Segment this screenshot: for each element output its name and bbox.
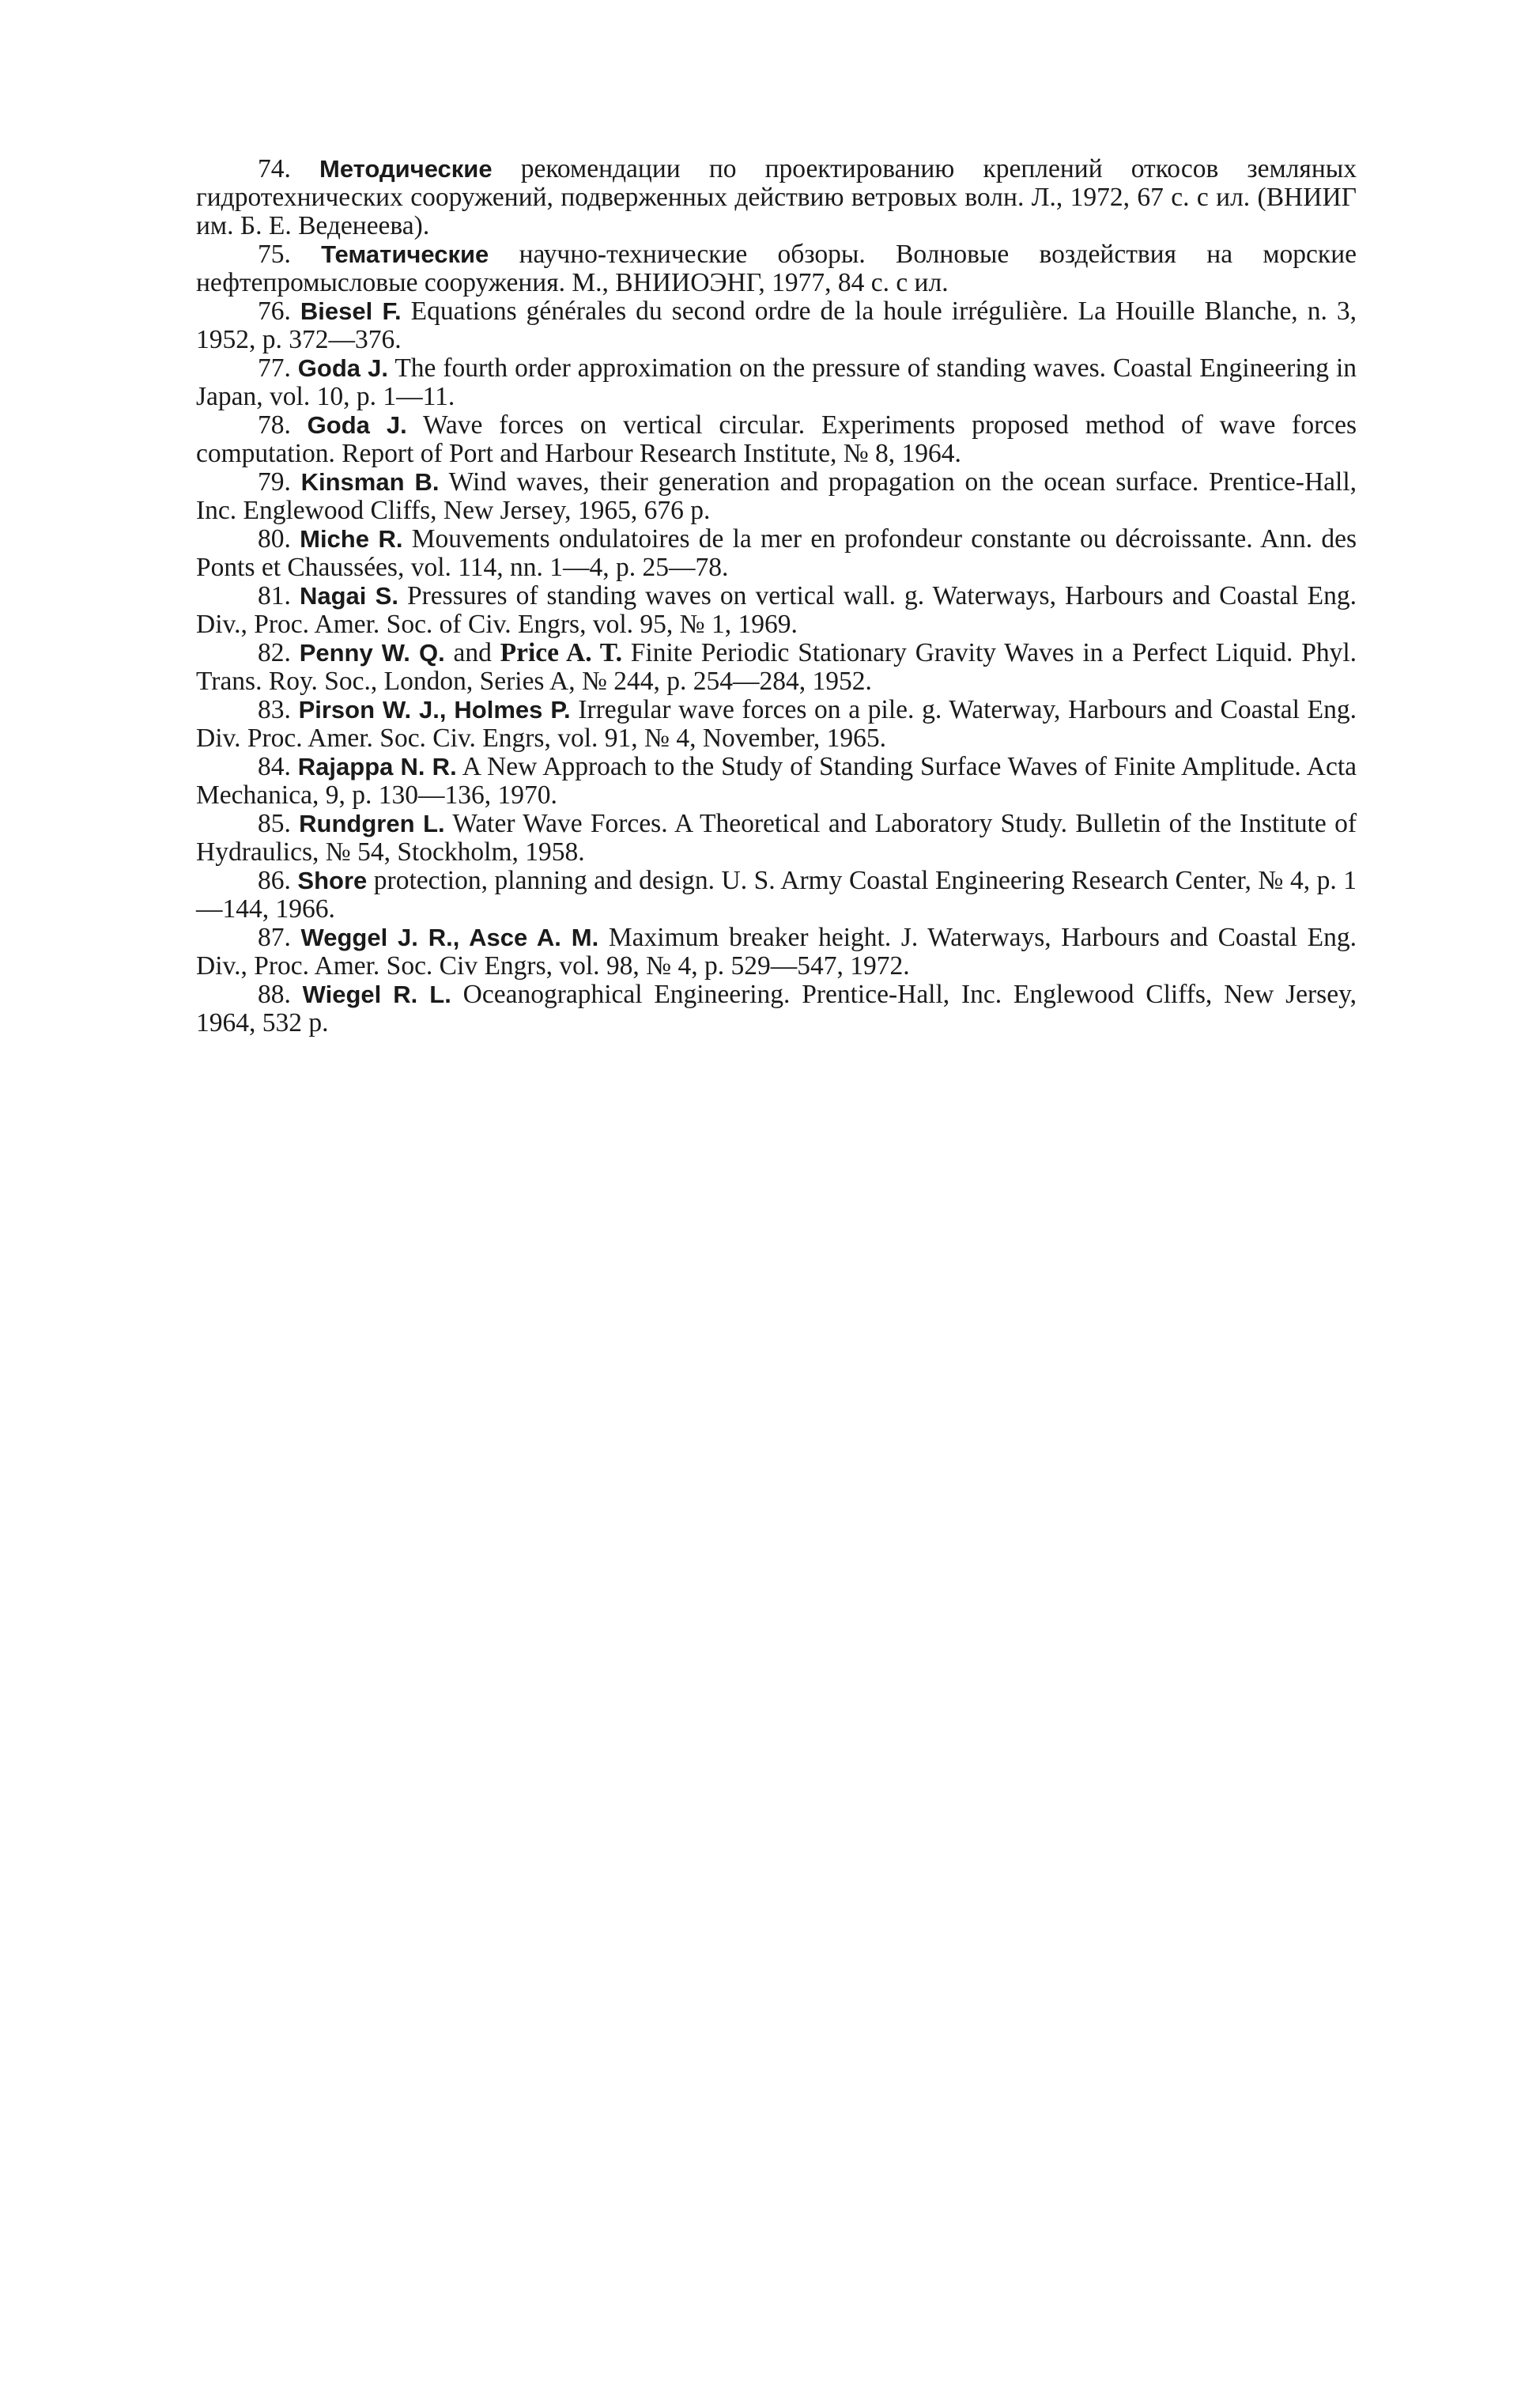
reference-text: Irregular wave forces on a pile. g. Waterway, Harbours and Coastal Eng. Div. Proc. Amer. Soc. Civ. Engrs, vol. 91, № 4, November, 1965.: [196, 695, 1357, 753]
reference-item: [196, 582, 1357, 639]
reference-author: Penny W. Q.: [299, 639, 445, 667]
reference-item: [196, 696, 1357, 753]
reference-text: A New Approach to the Study of Standing Surface Waves of Finite Amplitude. Acta Mechanica, 9, p. 130—136, 1970.: [196, 752, 1357, 810]
reference-author: Biesel F.: [300, 297, 402, 325]
reference-author: Goda J.: [307, 411, 407, 439]
reference-number: 87.: [258, 923, 291, 952]
reference-number: 83.: [258, 695, 291, 724]
reference-item: [196, 354, 1357, 411]
reference-text: Equations générales du second ordre de la houle irrégulière. La Houille Blanche, n. 3, 1952, p. 372—376.: [196, 297, 1357, 354]
reference-text: Pressures of standing waves on vertical wall. g. Waterways, Harbours and Coastal Eng. Div., Proc. Amer. Soc. of Civ. Engrs, vol. 95, № 1, 1969.: [196, 581, 1357, 639]
reference-number: 85.: [258, 809, 291, 838]
reference-item: [196, 525, 1357, 582]
reference-text: Water Wave Forces. A Theoretical and Laboratory Study. Bulletin of the Institute of Hydraulics, № 54, Stockholm, 1958.: [196, 809, 1357, 867]
reference-text: научно-технические обзоры. Волновые воздействия на морские нефтепромысловые сооружения. М., ВНИИОЭНГ, 1977, 84 с. с ил.: [196, 240, 1357, 297]
reference-number: 77.: [258, 353, 291, 383]
reference-author: Nagai S.: [299, 582, 398, 610]
reference-author: Weggel J. R., Asce A. M.: [300, 924, 599, 951]
reference-number: 79.: [258, 467, 291, 497]
reference-item: [196, 639, 1357, 696]
reference-text: Mouvements ondulatoires de la mer en profondeur constante ou décroissante. Ann. des Ponts et Chaussées, vol. 114, nn. 1—4, p. 25—78.: [196, 524, 1357, 582]
reference-item: [196, 981, 1357, 1037]
reference-number: 80.: [258, 524, 291, 554]
reference-item: [196, 867, 1357, 924]
reference-item: [196, 753, 1357, 810]
reference-number: 78.: [258, 410, 291, 440]
reference-author: Kinsman B.: [300, 468, 440, 496]
reference-list: [196, 155, 1357, 1037]
reference-number: 84.: [258, 752, 291, 781]
reference-author: Методические: [319, 155, 493, 183]
reference-item: [196, 297, 1357, 354]
reference-item: [196, 468, 1357, 525]
reference-item: [196, 240, 1357, 297]
reference-author: Goda J.: [297, 354, 389, 382]
reference-author: Wiegel R. L.: [302, 981, 451, 1008]
reference-number: 81.: [258, 581, 291, 610]
reference-text: Oceanographical Engineering. Prentice-Hall, Inc. Englewood Cliffs, New Jersey, 1964, 532 p.: [196, 980, 1357, 1037]
reference-item: [196, 411, 1357, 468]
reference-item: [196, 924, 1357, 981]
reference-text: рекомендации по проектированию креплений откосов земляных гидротехнических сооружений, подверженных действию ветровых волн. Л., 1972, 67 с. с ил. (ВНИИГ им. Б. Е. Веденеева).: [196, 154, 1357, 240]
reference-text: and Price A. T. Finite Periodic Stationary Gravity Waves in a Perfect Liquid. Phyl. Trans. Roy. Soc., London, Series A, № 244, p. 254—284, 1952.: [196, 638, 1357, 696]
reference-text: Maximum breaker height. J. Waterways, Harbours and Coastal Eng. Div., Proc. Amer. Soc. Civ Engrs, vol. 98, № 4, p. 529—547, 1972.: [196, 923, 1357, 981]
reference-text: Wave forces on vertical circular. Experiments proposed method of wave forces computation. Report of Port and Harbour Research Institute, № 8, 1964.: [196, 410, 1357, 468]
reference-author: Тематические: [321, 240, 489, 268]
reference-author: Rundgren L.: [299, 810, 445, 837]
reference-number: 82.: [258, 638, 291, 667]
reference-author: Pirson W. J., Holmes P.: [298, 696, 571, 724]
reference-item: [196, 810, 1357, 867]
reference-item: [196, 155, 1357, 240]
reference-number: 75.: [258, 240, 291, 269]
reference-author: Shore: [297, 867, 368, 894]
reference-text: protection, planning and design. U. S. Army Coastal Engineering Research Center, № 4, p. 1—144, 1966.: [196, 866, 1357, 924]
reference-author: Miche R.: [300, 525, 403, 553]
reference-number: 88.: [258, 980, 291, 1009]
reference-number: 76.: [258, 297, 291, 326]
reference-number: 86.: [258, 866, 291, 895]
reference-author: Rajappa N. R.: [297, 753, 457, 780]
reference-text: Wind waves, their generation and propagation on the ocean surface. Prentice-Hall, Inc. Englewood Cliffs, New Jersey, 1965, 676 p.: [196, 467, 1357, 525]
reference-text: The fourth order approximation on the pressure of standing waves. Coastal Engineering in Japan, vol. 10, p. 1—11.: [196, 353, 1357, 411]
reference-number: 74.: [258, 154, 291, 183]
